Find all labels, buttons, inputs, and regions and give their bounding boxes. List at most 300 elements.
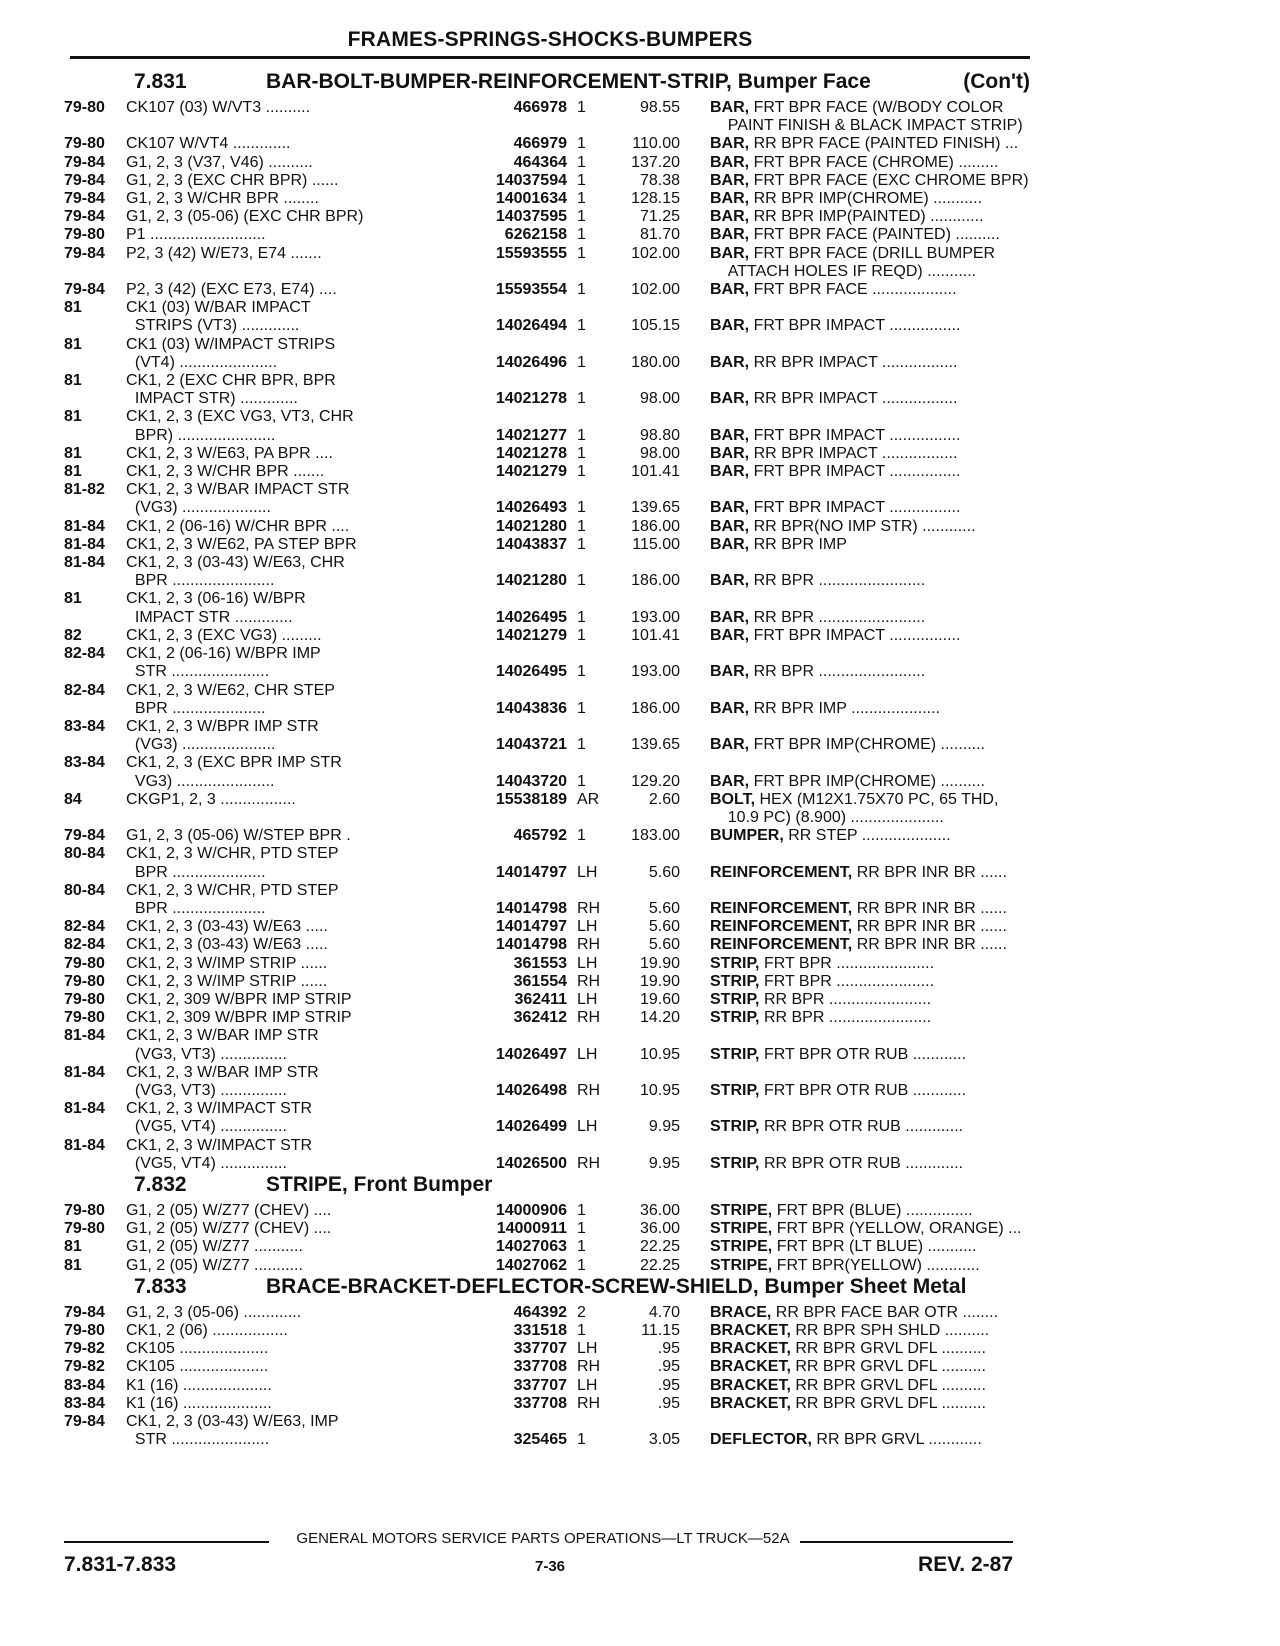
part-noun: REINFORCEMENT, xyxy=(710,899,853,917)
part-description xyxy=(680,827,1030,845)
part-number: 465792 xyxy=(513,827,567,845)
part-description xyxy=(680,1155,1030,1173)
part-detail: FRT BPR (YELLOW, ORANGE) ... xyxy=(776,1220,1022,1238)
quantity: 1 xyxy=(577,572,586,590)
part-detail: FRT BPR (BLUE) ............... xyxy=(776,1201,973,1219)
price: 22.25 xyxy=(639,1238,680,1256)
model-years: 81 xyxy=(64,590,82,608)
part-description xyxy=(680,117,1030,135)
part-description xyxy=(680,190,1030,208)
quantity: 1 xyxy=(577,171,586,189)
part-description xyxy=(680,627,1030,645)
part-noun: BAR, xyxy=(710,736,750,754)
price: 78.38 xyxy=(639,171,680,189)
part-noun: STRIP, xyxy=(710,1118,760,1136)
part-row xyxy=(64,117,1030,135)
model-application: CK1, 2, 3 W/BAR IMP STR xyxy=(126,1027,319,1045)
section-title-sub: Bumper Face xyxy=(737,70,871,93)
part-row xyxy=(64,135,1030,153)
section-header xyxy=(64,1173,1030,1202)
part-description xyxy=(680,1257,1030,1275)
price: .95 xyxy=(657,1340,680,1358)
model-years: 79-80 xyxy=(64,1220,105,1238)
part-noun: BRACKET, xyxy=(710,1358,791,1376)
part-number: 337708 xyxy=(513,1358,567,1376)
model-years: 81-84 xyxy=(64,1100,105,1118)
quantity: 1 xyxy=(577,244,586,262)
model-years: 81 xyxy=(64,372,82,390)
quantity: 1 xyxy=(577,317,586,335)
model-application: G1, 2, 3 (05-06) ............. xyxy=(126,1303,302,1321)
part-noun: BAR, xyxy=(710,517,750,535)
part-row xyxy=(64,1155,1030,1173)
part-description xyxy=(680,736,1030,754)
part-row xyxy=(64,263,1030,281)
part-number: 14000906 xyxy=(495,1201,567,1219)
part-row xyxy=(64,536,1030,554)
part-description xyxy=(680,1202,1030,1220)
part-noun: BAR, xyxy=(710,135,750,153)
part-row xyxy=(64,445,1030,463)
model-application: (VG3) ..................... xyxy=(126,736,276,754)
quantity: 1 xyxy=(577,208,586,226)
part-row xyxy=(64,172,1030,190)
quantity: 1 xyxy=(577,444,586,462)
part-row xyxy=(64,336,1030,354)
part-noun: STRIPE, xyxy=(710,1201,773,1219)
part-description xyxy=(680,1395,1030,1413)
price: 102.00 xyxy=(631,281,680,299)
part-description xyxy=(680,1220,1030,1238)
part-description xyxy=(680,354,1030,372)
part-noun: REINFORCEMENT, xyxy=(710,918,853,936)
part-description xyxy=(680,864,1030,882)
price: 128.15 xyxy=(631,190,680,208)
part-description xyxy=(680,154,1030,172)
part-description xyxy=(680,499,1030,517)
price: 98.80 xyxy=(639,426,680,444)
model-application: CK105 .................... xyxy=(126,1340,269,1358)
footer-section-range: 7.831-7.833 xyxy=(64,1553,177,1576)
model-application: CK1, 2, 3 W/IMP STRIP ...... xyxy=(126,954,328,972)
section-title xyxy=(266,1275,1030,1299)
part-row xyxy=(64,609,1030,627)
quantity: 1 xyxy=(577,1322,586,1339)
model-application: CK105 .................... xyxy=(126,1358,269,1376)
price: 36.00 xyxy=(639,1220,680,1238)
quantity: LH xyxy=(577,990,598,1008)
model-application: CK1, 2, 3 W/E62, PA STEP BPR xyxy=(126,535,357,553)
model-application: G1, 2, 3 (V37, V46) .......... xyxy=(126,153,313,171)
part-number: 14043836 xyxy=(495,699,567,717)
part-row xyxy=(64,354,1030,372)
part-description xyxy=(680,572,1030,590)
part-noun: BRACE, xyxy=(710,1303,772,1321)
model-years: 83-84 xyxy=(64,1394,105,1412)
part-number: 15538189 xyxy=(495,790,567,808)
model-application: BPR ..................... xyxy=(126,699,266,717)
quantity: 1 xyxy=(577,827,586,845)
model-application: (VG5, VT4) ............... xyxy=(126,1154,287,1172)
price: 139.65 xyxy=(631,736,680,754)
part-number: 14037595 xyxy=(495,208,567,226)
model-application: CK1, 2, 3 W/BAR IMP STR xyxy=(126,1063,319,1081)
model-application: CK1, 2, 3 (03-43) W/E63, IMP xyxy=(126,1413,339,1431)
model-years: 79-80 xyxy=(64,954,105,972)
model-application: STR ...................... xyxy=(126,663,270,681)
part-detail: FRT BPR IMPACT ................ xyxy=(753,499,961,517)
model-years: 79-80 xyxy=(64,1009,105,1027)
part-description xyxy=(680,773,1030,791)
part-description xyxy=(680,281,1030,299)
part-row xyxy=(64,281,1030,299)
part-number: 361553 xyxy=(513,954,567,972)
part-noun: STRIPE, xyxy=(710,1256,773,1274)
part-detail: FRT BPR OTR RUB ............ xyxy=(763,1045,967,1063)
part-number: 464364 xyxy=(513,153,567,171)
part-noun: STRIPE, xyxy=(710,1238,773,1256)
part-detail: FRT BPR IMPACT ................ xyxy=(753,626,961,644)
part-noun: BAR, xyxy=(710,190,750,208)
model-application: G1, 2, 3 (05-06) W/STEP BPR . xyxy=(126,827,351,845)
part-detail: RR BPR IMPACT ................. xyxy=(753,390,958,408)
model-years: 81 xyxy=(64,463,82,481)
model-years: 80-84 xyxy=(64,845,105,863)
part-number: 14026497 xyxy=(495,1045,567,1063)
part-noun: REINFORCEMENT, xyxy=(710,936,853,954)
part-description xyxy=(680,1377,1030,1395)
part-number: 14026498 xyxy=(495,1081,567,1099)
model-years: 79-84 xyxy=(64,208,105,226)
model-years: 81 xyxy=(64,299,82,317)
model-application: K1 (16) .................... xyxy=(126,1376,272,1394)
part-noun: STRIP, xyxy=(710,1045,760,1063)
model-application: CK1, 2, 3 W/CHR, PTD STEP xyxy=(126,881,339,899)
part-number: 14021278 xyxy=(495,444,567,462)
part-description xyxy=(680,936,1030,954)
part-number: 14026500 xyxy=(495,1154,567,1172)
quantity: LH xyxy=(577,918,598,936)
part-row xyxy=(64,1413,1030,1431)
part-number: 14026499 xyxy=(495,1118,567,1136)
price: 193.00 xyxy=(631,608,680,626)
quantity: LH xyxy=(577,1340,598,1358)
model-years: 82 xyxy=(64,626,82,644)
price: .95 xyxy=(657,1358,680,1376)
part-row xyxy=(64,1009,1030,1027)
model-years: 81-84 xyxy=(64,1027,105,1045)
model-application: G1, 2 (05) W/Z77 ........... xyxy=(126,1256,303,1274)
part-row xyxy=(64,1220,1030,1238)
part-description xyxy=(680,791,1030,809)
part-number: 14021277 xyxy=(495,426,567,444)
part-noun: STRIP, xyxy=(710,990,760,1008)
footer-publisher: GENERAL MOTORS SERVICE PARTS OPERATIONS—LT TRUCK—52A xyxy=(296,1530,790,1547)
part-detail: RR BPR IMP(PAINTED) ............ xyxy=(753,208,984,226)
model-application: G1, 2, 3 (EXC CHR BPR) ...... xyxy=(126,171,339,189)
part-detail: RR BPR IMP .................... xyxy=(753,699,940,717)
part-row xyxy=(64,809,1030,827)
part-row xyxy=(64,1064,1030,1082)
model-years: 79-84 xyxy=(64,281,105,299)
part-row xyxy=(64,1340,1030,1358)
model-years: 81-84 xyxy=(64,535,105,553)
part-row xyxy=(64,1322,1030,1340)
quantity: 1 xyxy=(577,135,586,153)
part-noun: DEFLECTOR, xyxy=(710,1431,812,1449)
part-description xyxy=(680,390,1030,408)
part-number: 466979 xyxy=(513,135,567,153)
part-detail: FRT BPR FACE (PAINTED) .......... xyxy=(753,226,1000,244)
part-detail: RR BPR SPH SHLD .......... xyxy=(795,1322,990,1339)
price: 36.00 xyxy=(639,1201,680,1219)
model-years: 79-84 xyxy=(64,153,105,171)
part-detail: RR BPR IMP(CHROME) ........... xyxy=(753,190,983,208)
part-number: 14021280 xyxy=(495,517,567,535)
model-years: 79-80 xyxy=(64,972,105,990)
part-row xyxy=(64,973,1030,991)
part-row xyxy=(64,700,1030,718)
model-application: CK1, 2, 309 W/BPR IMP STRIP xyxy=(126,990,352,1008)
part-number: 14026495 xyxy=(495,608,567,626)
part-noun: BAR, xyxy=(710,499,750,517)
price: 5.60 xyxy=(648,918,680,936)
part-row xyxy=(64,936,1030,954)
part-noun: BOLT, xyxy=(710,790,756,808)
price: 3.05 xyxy=(648,1431,680,1449)
model-application: CK1, 2, 3 W/IMP STRIP ...... xyxy=(126,972,328,990)
price: 193.00 xyxy=(631,663,680,681)
part-detail: RR BPR INR BR ...... xyxy=(856,863,1007,881)
part-row xyxy=(64,645,1030,663)
model-application: BPR) ...................... xyxy=(126,426,276,444)
footer-revision: REV. 2-87 xyxy=(918,1553,1013,1576)
price: 186.00 xyxy=(631,572,680,590)
part-noun: BAR, xyxy=(710,626,750,644)
part-detail: FRT BPR OTR RUB ............ xyxy=(763,1081,967,1099)
price: 98.55 xyxy=(639,99,680,116)
part-row xyxy=(64,773,1030,791)
part-row xyxy=(64,991,1030,1009)
model-application: (VT4) ...................... xyxy=(126,353,278,371)
part-detail: HEX (M12X1.75X70 PC, 65 THD, xyxy=(759,790,999,808)
part-row xyxy=(64,190,1030,208)
model-application: (VG5, VT4) ............... xyxy=(126,1118,287,1136)
model-application: G1, 2, 3 W/CHR BPR ........ xyxy=(126,190,319,208)
quantity: LH xyxy=(577,954,598,972)
part-row xyxy=(64,845,1030,863)
model-years: 79-80 xyxy=(64,135,105,153)
part-detail: FRT BPR IMP(CHROME) .......... xyxy=(753,772,985,790)
model-application: P2, 3 (42) W/E73, E74 ....... xyxy=(126,244,322,262)
part-description xyxy=(680,809,1030,827)
footer-rule-left xyxy=(64,1541,269,1543)
model-application: CK107 (03) W/VT3 .......... xyxy=(126,99,311,116)
price: 183.00 xyxy=(631,827,680,845)
quantity: 1 xyxy=(577,608,586,626)
part-row xyxy=(64,627,1030,645)
part-description xyxy=(680,536,1030,554)
model-years: 81-84 xyxy=(64,1063,105,1081)
part-noun: BAR, xyxy=(710,226,750,244)
model-years: 79-80 xyxy=(64,990,105,1008)
quantity: 1 xyxy=(577,353,586,371)
part-detail: RR BPR ........................ xyxy=(753,572,926,590)
section-title-sub: Bumper Sheet Metal xyxy=(764,1274,967,1298)
part-noun: BAR, xyxy=(710,699,750,717)
model-application: CK1, 2, 3 W/IMPACT STR xyxy=(126,1100,313,1118)
part-row xyxy=(64,1027,1030,1045)
part-description xyxy=(680,463,1030,481)
part-detail: RR BPR GRVL ............ xyxy=(816,1431,982,1449)
part-detail: FRT BPR FACE (W/BODY COLOR xyxy=(753,99,1004,116)
quantity: 1 xyxy=(577,226,586,244)
part-detail: RR BPR INR BR ...... xyxy=(856,918,1007,936)
part-number: 361554 xyxy=(513,972,567,990)
part-noun: BAR, xyxy=(710,772,750,790)
part-description xyxy=(680,518,1030,536)
part-number: 14027063 xyxy=(495,1238,567,1256)
part-number: 14000911 xyxy=(496,1220,567,1238)
part-detail: RR BPR GRVL DFL .......... xyxy=(795,1358,986,1376)
model-application: P1 .......................... xyxy=(126,226,266,244)
part-row xyxy=(64,918,1030,936)
part-row xyxy=(64,408,1030,426)
part-number: 14014798 xyxy=(495,899,567,917)
part-description xyxy=(680,1118,1030,1136)
section-title-main: STRIPE, xyxy=(266,1172,348,1196)
part-description xyxy=(680,208,1030,226)
price: 180.00 xyxy=(631,353,680,371)
part-row xyxy=(64,1257,1030,1275)
quantity: 1 xyxy=(577,772,586,790)
part-noun: BAR, xyxy=(710,572,750,590)
part-detail: PAINT FINISH & BLACK IMPACT STRIP) xyxy=(710,117,1023,135)
part-number: 337707 xyxy=(513,1340,567,1358)
part-detail: RR BPR ....................... xyxy=(763,1009,932,1027)
part-noun: BRACKET, xyxy=(710,1394,791,1412)
part-number: 15593554 xyxy=(495,281,567,299)
part-description xyxy=(680,955,1030,973)
model-years: 80-84 xyxy=(64,881,105,899)
quantity: 1 xyxy=(577,1201,586,1219)
price: 137.20 xyxy=(631,153,680,171)
part-number: 325465 xyxy=(513,1431,567,1449)
model-years: 82-84 xyxy=(64,936,105,954)
price: .95 xyxy=(657,1394,680,1412)
model-years: 79-84 xyxy=(64,171,105,189)
part-detail: FRT BPR ...................... xyxy=(763,972,935,990)
model-years: 84 xyxy=(64,790,82,808)
price: 71.25 xyxy=(639,208,680,226)
part-noun: BAR, xyxy=(710,171,750,189)
footer-rule-right xyxy=(800,1541,1013,1543)
part-number: 14027062 xyxy=(495,1256,567,1274)
model-application: BPR ..................... xyxy=(126,899,266,917)
model-years: 83-84 xyxy=(64,754,105,772)
price: 186.00 xyxy=(631,699,680,717)
part-row xyxy=(64,754,1030,772)
model-application: G1, 2 (05) W/Z77 (CHEV) .... xyxy=(126,1220,332,1238)
part-row xyxy=(64,518,1030,536)
part-number: 14021279 xyxy=(495,463,567,481)
quantity: LH xyxy=(577,1376,598,1394)
model-years: 79-84 xyxy=(64,190,105,208)
quantity: 1 xyxy=(577,499,586,517)
quantity: 1 xyxy=(577,517,586,535)
price: 186.00 xyxy=(631,517,680,535)
part-detail: RR BPR GRVL DFL .......... xyxy=(795,1376,986,1394)
price: 10.95 xyxy=(639,1045,680,1063)
part-number: 14043837 xyxy=(495,535,567,553)
model-years: 79-82 xyxy=(64,1358,105,1376)
quantity: RH xyxy=(577,1009,601,1027)
quantity: RH xyxy=(577,1154,601,1172)
part-row xyxy=(64,1377,1030,1395)
part-description xyxy=(680,991,1030,1009)
model-years: 79-84 xyxy=(64,827,105,845)
part-detail: RR BPR IMP xyxy=(753,535,847,553)
model-years: 81-84 xyxy=(64,517,105,535)
model-application: STR ...................... xyxy=(126,1431,270,1449)
model-application: (VG3) .................... xyxy=(126,499,271,517)
part-number: 337708 xyxy=(513,1394,567,1412)
price: 102.00 xyxy=(631,244,680,262)
model-years: 81 xyxy=(64,1256,82,1274)
price: 19.90 xyxy=(639,954,680,972)
part-description xyxy=(680,1431,1030,1449)
part-detail: RR BPR INR BR ...... xyxy=(856,899,1007,917)
model-years: 82-84 xyxy=(64,918,105,936)
part-description xyxy=(680,135,1030,153)
price: 9.95 xyxy=(648,1118,680,1136)
part-detail: RR BPR FACE BAR OTR ........ xyxy=(775,1303,999,1321)
model-application: CK1, 2 (EXC CHR BPR, BPR xyxy=(126,372,336,390)
price: 101.41 xyxy=(631,626,680,644)
part-detail: RR BPR GRVL DFL .......... xyxy=(795,1394,986,1412)
part-number: 337707 xyxy=(513,1376,567,1394)
quantity: 1 xyxy=(577,699,586,717)
price: 110.00 xyxy=(632,135,680,153)
quantity: AR xyxy=(577,790,600,808)
part-number: 15593555 xyxy=(495,244,567,262)
part-row xyxy=(64,827,1030,845)
model-application: G1, 2, 3 (05-06) (EXC CHR BPR) xyxy=(126,208,364,226)
part-row xyxy=(64,882,1030,900)
part-number: 14026493 xyxy=(495,499,567,517)
model-years: 82-84 xyxy=(64,681,105,699)
part-row xyxy=(64,481,1030,499)
part-row xyxy=(64,99,1030,117)
part-description xyxy=(680,1238,1030,1256)
part-number: 14021279 xyxy=(495,626,567,644)
part-row xyxy=(64,682,1030,700)
price: 4.70 xyxy=(648,1303,680,1321)
part-noun: BAR, xyxy=(710,153,750,171)
part-row xyxy=(64,390,1030,408)
part-row xyxy=(64,736,1030,754)
part-noun: BAR, xyxy=(710,608,750,626)
part-row xyxy=(64,427,1030,445)
model-application: CK1, 2, 3 W/E62, CHR STEP xyxy=(126,681,335,699)
part-row xyxy=(64,572,1030,590)
price: 2.60 xyxy=(648,790,680,808)
section-title xyxy=(266,1173,1030,1197)
model-years: 81-84 xyxy=(64,1136,105,1154)
part-noun: BAR, xyxy=(710,463,750,481)
model-application: CK1, 2, 3 (03-43) W/E63 ..... xyxy=(126,936,328,954)
part-description xyxy=(680,900,1030,918)
